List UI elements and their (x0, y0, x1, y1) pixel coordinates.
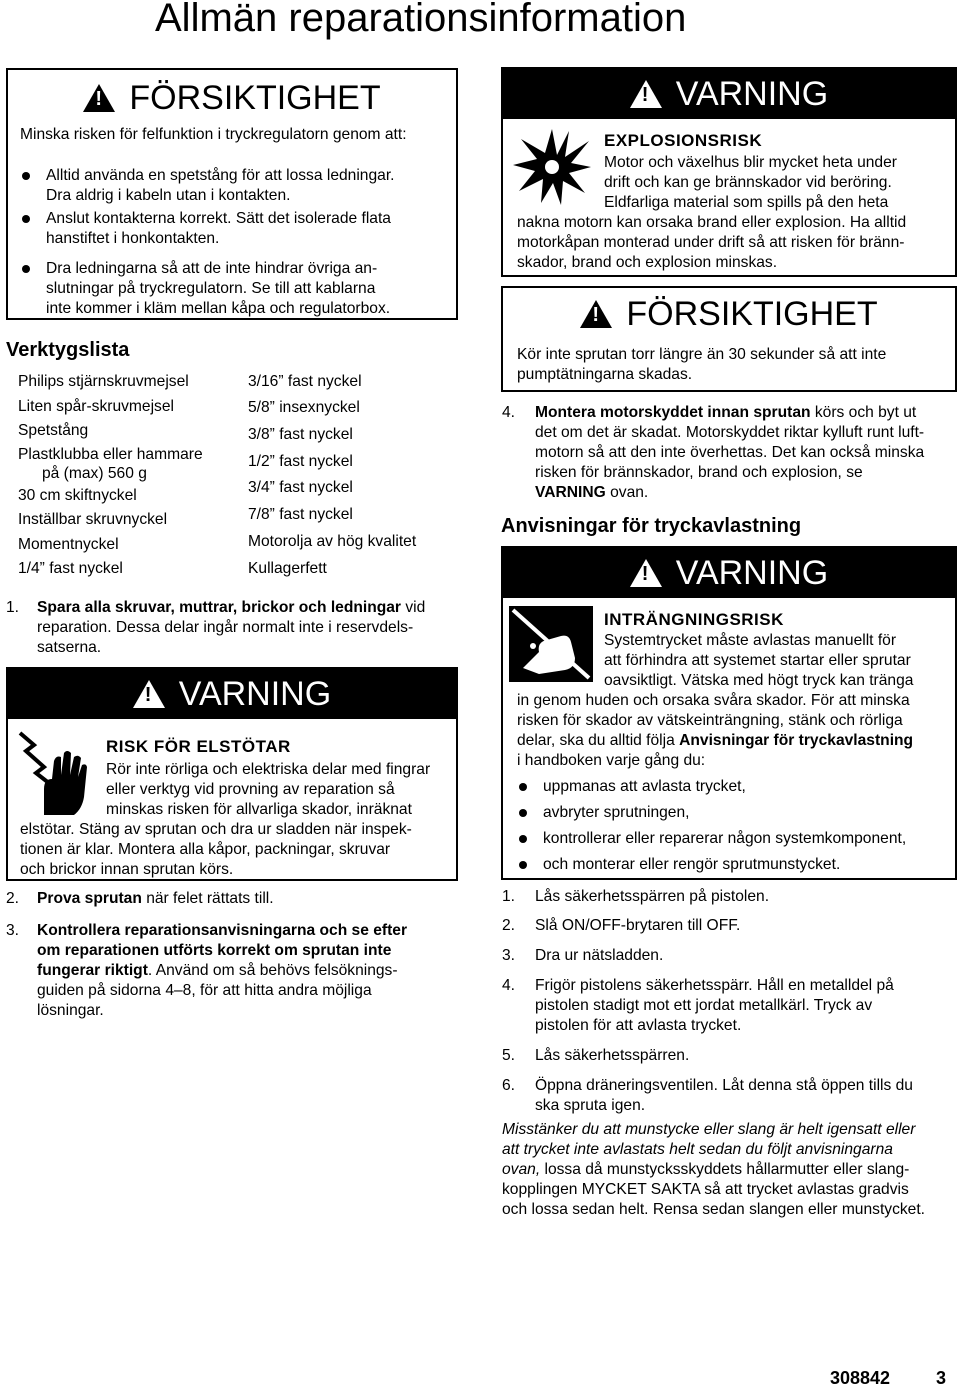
tool-left-8: 1/4” fast nyckel (18, 560, 123, 577)
bullet-icon (22, 215, 30, 223)
note-line-3 (502, 1160, 909, 1180)
caution-heading-text: FÖRSIKTIGHET (129, 79, 381, 117)
bullet-icon (519, 835, 527, 843)
step-3-bold: fungerar riktigt (37, 962, 148, 979)
caution-heading (8, 78, 456, 118)
relief-step-1-number: 1. (502, 888, 516, 905)
relief-step-4-line-1: Frigör pistolens säkerhetsspärr. Håll en metalldel på (535, 977, 894, 994)
tool-right-5: 3/4” fast nyckel (248, 479, 353, 496)
step-1-rest: vid (401, 599, 426, 616)
caution-heading (503, 294, 955, 334)
injection-bullet-1: uppmanas att avlasta trycket, (543, 778, 746, 795)
warning-line-3: Eldfarliga material som spills på den heta (604, 194, 889, 211)
step-3-line-3 (37, 961, 398, 981)
step-4-number: 4. (502, 404, 516, 421)
step-4-line-2: det om det är skadat. Motorskyddet riktar kylluft runt luft- (535, 424, 925, 441)
caution-intro: Minska risken för felfunktion i tryckregulatorn genom att: (20, 126, 407, 143)
warning-box-injection (501, 546, 957, 880)
tool-right-8: Kullagerfett (248, 560, 327, 577)
warning-line-2: drift och kan ge brännskador vid beröring. (604, 174, 892, 191)
step-4-line-1 (535, 403, 916, 423)
bullet-icon (519, 783, 527, 791)
injection-hazard-icon (509, 606, 593, 682)
warning-line-2: att förhindra att systemet startar eller sprutar (604, 652, 911, 669)
explosion-icon (511, 127, 593, 207)
warning-line-1: Motor och växelhus blir mycket heta under (604, 154, 897, 171)
warning-line-6: skador, brand och explosion minskas. (517, 254, 778, 271)
step-1-line-2: reparation. Dessa delar ingår normalt inte i reservdels- (37, 619, 414, 636)
warning-line-6-bold: Anvisningar för tryckavlastning (679, 732, 914, 749)
injection-bullet-3: kontrollerar eller reparerar någon systemkomponent, (543, 830, 907, 847)
relief-step-4-line-2: pistolen stadigt mot ett jordat metallkärl. Tryck av (535, 997, 873, 1014)
warning-banner (503, 548, 955, 598)
warning-line-4: nakna motorn kan orsaka brand eller explosion. Ha alltid (517, 214, 907, 231)
step-3-line-4: guiden på sidorna 4–8, för att hitta andra möjliga (37, 982, 372, 999)
warning-line-3: minskas risken för allvarliga skador, inräknat (106, 801, 412, 818)
caution-heading-text: FÖRSIKTIGHET (626, 295, 878, 333)
caution-box-regulator (6, 68, 458, 320)
step-3-line-5: lösningar. (37, 1002, 104, 1019)
step-3-rest: . Använd om så behövs felsöknings- (147, 962, 398, 979)
warning-banner (503, 69, 955, 119)
step-2-number: 2. (6, 890, 20, 907)
tool-right-6: 7/8” fast nyckel (248, 506, 353, 523)
warning-banner (8, 669, 456, 719)
step-1-line-1 (37, 598, 425, 618)
relief-step-6-line-1: Öppna dräneringsventilen. Låt denna stå öppen tills du (535, 1077, 913, 1094)
warning-line-3: oavsiktligt. Vätska med högt tryck kan tränga (604, 672, 914, 689)
caution-item-3-line-1: Dra ledningarna så att de inte hindrar övriga an- (46, 260, 378, 277)
note-line-3-italic: ovan, (502, 1161, 541, 1178)
step-4-line-3: motorn så att den inte överhettas. Det kan också minska (535, 444, 925, 461)
bullet-icon (519, 861, 527, 869)
step-4-bold: Montera motorskyddet innan sprutan (535, 404, 811, 421)
warning-line-5: risken för skador av vätskeinträngning, stänk och rörliga (517, 712, 903, 729)
warning-heading-text: VARNING (675, 75, 829, 113)
step-2-bold: Prova sprutan (37, 890, 142, 907)
tool-right-2: 5/8” insexnyckel (248, 399, 360, 416)
relief-step-5-line-1: Lås säkerhetsspärren. (535, 1047, 690, 1064)
step-4-rest: körs och byt ut (810, 404, 917, 421)
tool-left-7: Momentnyckel (18, 536, 119, 553)
warning-subheading: EXPLOSIONSRISK (604, 131, 763, 150)
relief-step-3-number: 3. (502, 947, 516, 964)
warning-triangle-icon (133, 680, 165, 708)
warning-box-electric (6, 667, 458, 881)
warning-line-1: Systemtrycket måste avlastas manuellt för (604, 632, 897, 649)
step-4-line-5 (535, 483, 648, 503)
relief-step-4-number: 4. (502, 977, 516, 994)
tools-heading: Verktygslista (6, 339, 130, 361)
warning-line-5: tionen är klar. Montera alla kåpor, packningar, skruvar (20, 841, 391, 858)
bullet-icon (519, 809, 527, 817)
caution-item-1-line-2: Dra aldrig i kabeln utan i kontakten. (46, 187, 291, 204)
warning-triangle-icon (630, 80, 662, 108)
note-line-3-rest: lossa då munstycksskyddets hållarmutter eller slang- (540, 1161, 910, 1178)
page-number: 3 (936, 1368, 947, 1388)
step-4-bold-ref: VARNING (535, 484, 606, 501)
relief-step-1-line-1: Lås säkerhetsspärren på pistolen. (535, 888, 770, 905)
step-4-line-4: risken för brännskador, brand och explosion, se (535, 464, 863, 481)
caution-item-3-line-3: inte kommer i kläm mellan kåpa och regulatorbox. (46, 300, 391, 317)
caution-item-2-line-2: hanstiftet i honkontakten. (46, 230, 220, 247)
warning-line-6: och brickor innan sprutan körs. (20, 861, 234, 878)
tool-right-1: 3/16” fast nyckel (248, 373, 362, 390)
step-3-line-2: om reparationen utförts korrekt om sprutan inte (37, 942, 392, 959)
tool-right-3: 3/8” fast nyckel (248, 426, 353, 443)
warning-line-7: i handboken varje gång du: (517, 752, 706, 769)
warning-line-4: in genom huden och orsaka svåra skador. För att minska (517, 692, 910, 709)
injection-bullet-2: avbryter sprutningen, (543, 804, 690, 821)
step-3-line-1: Kontrollera reparationsanvisningarna och se efter (37, 922, 408, 939)
warning-triangle-icon (630, 559, 662, 587)
warning-subheading: INTRÄNGNINGSRISK (604, 610, 784, 629)
relief-step-2-line-1: Slå ON/OFF-brytaren till OFF. (535, 917, 741, 934)
note-line-5: och lossa sedan helt. Rensa sedan slangen eller munstycket. (502, 1201, 926, 1218)
tool-right-4: 1/2” fast nyckel (248, 453, 353, 470)
warning-heading-text: VARNING (675, 554, 829, 592)
warning-line-2: eller verktyg vid provning av reparation så (106, 781, 395, 798)
warning-line-5: motorkåpan monterad under drift så att risken för bränn- (517, 234, 905, 251)
tool-right-7: Motorolja av hög kvalitet (248, 533, 417, 550)
relief-step-6-line-2: ska spruta igen. (535, 1097, 646, 1114)
note-line-4: kopplingen MYCKET SAKTA så att trycket avlastas gradvis (502, 1181, 909, 1198)
warning-box-explosion (501, 67, 957, 277)
step-1-number: 1. (6, 599, 20, 616)
document-number: 308842 (830, 1368, 891, 1388)
warning-triangle-icon (580, 300, 612, 328)
bullet-icon (22, 265, 30, 273)
tool-left-4b: på (max) 560 g (42, 465, 147, 482)
step-4-rest-ref: ovan. (605, 484, 649, 501)
note-line-2: att trycket inte avlastats helt sedan du följt anvisningarna (502, 1141, 893, 1158)
note-line-1: Misstänker du att munstycke eller slang är helt igensatt eller (502, 1121, 916, 1138)
page-title: Allmän reparationsinformation (155, 0, 687, 40)
tool-left-6: Inställbar skruvnyckel (18, 511, 168, 528)
relief-step-4-line-3: pistolen för att avlasta trycket. (535, 1017, 742, 1034)
warning-heading-text: VARNING (178, 675, 332, 713)
relief-step-5-number: 5. (502, 1047, 516, 1064)
warning-line-6-text: delar, ska du alltid följa (517, 732, 680, 749)
warning-line-1: Rör inte rörliga och elektriska delar med fingrar (106, 761, 431, 778)
tool-left-2: Liten spår-skruvmejsel (18, 398, 174, 415)
electric-shock-icon (14, 727, 92, 817)
relief-step-6-number: 6. (502, 1077, 516, 1094)
step-2-rest: när felet rättats till. (141, 890, 274, 907)
step-3-number: 3. (6, 922, 20, 939)
step-1-bold: Spara alla skruvar, muttrar, brickor och ledningar (37, 599, 401, 616)
step-2-line (37, 889, 274, 909)
warning-line-4: elstötar. Stäng av sprutan och dra ur sladden när inspek- (20, 821, 412, 838)
step-1-line-3: satserna. (37, 639, 102, 656)
injection-bullet-4: och monterar eller rengör sprutmunstycket. (543, 856, 841, 873)
tool-left-5: 30 cm skiftnyckel (18, 487, 137, 504)
relief-heading: Anvisningar för tryckavlastning (501, 515, 802, 537)
warning-triangle-icon (83, 84, 115, 112)
tool-left-4: Plastklubba eller hammare (18, 446, 203, 463)
tool-left-3: Spetstång (18, 422, 89, 439)
caution-box-pump (501, 286, 957, 392)
caution-line-1: Kör inte sprutan torr längre än 30 sekunder så att inte (517, 346, 887, 363)
relief-step-3-line-1: Dra ur nätsladden. (535, 947, 664, 964)
warning-subheading: RISK FÖR ELSTÖTAR (106, 737, 291, 756)
bullet-icon (22, 172, 30, 180)
relief-step-2-number: 2. (502, 917, 516, 934)
tool-left-1: Philips stjärnskruvmejsel (18, 373, 189, 390)
caution-item-1-line-1: Alltid använda en spetstång för att lossa ledningar. (46, 167, 395, 184)
warning-line-6 (517, 731, 913, 751)
caution-item-3-line-2: slutningar på tryckregulatorn. Se till att kablarna (46, 280, 376, 297)
caution-line-2: pumptätningarna skadas. (517, 366, 693, 383)
caution-item-2-line-1: Anslut kontakterna korrekt. Sätt det isolerade flata (46, 210, 391, 227)
